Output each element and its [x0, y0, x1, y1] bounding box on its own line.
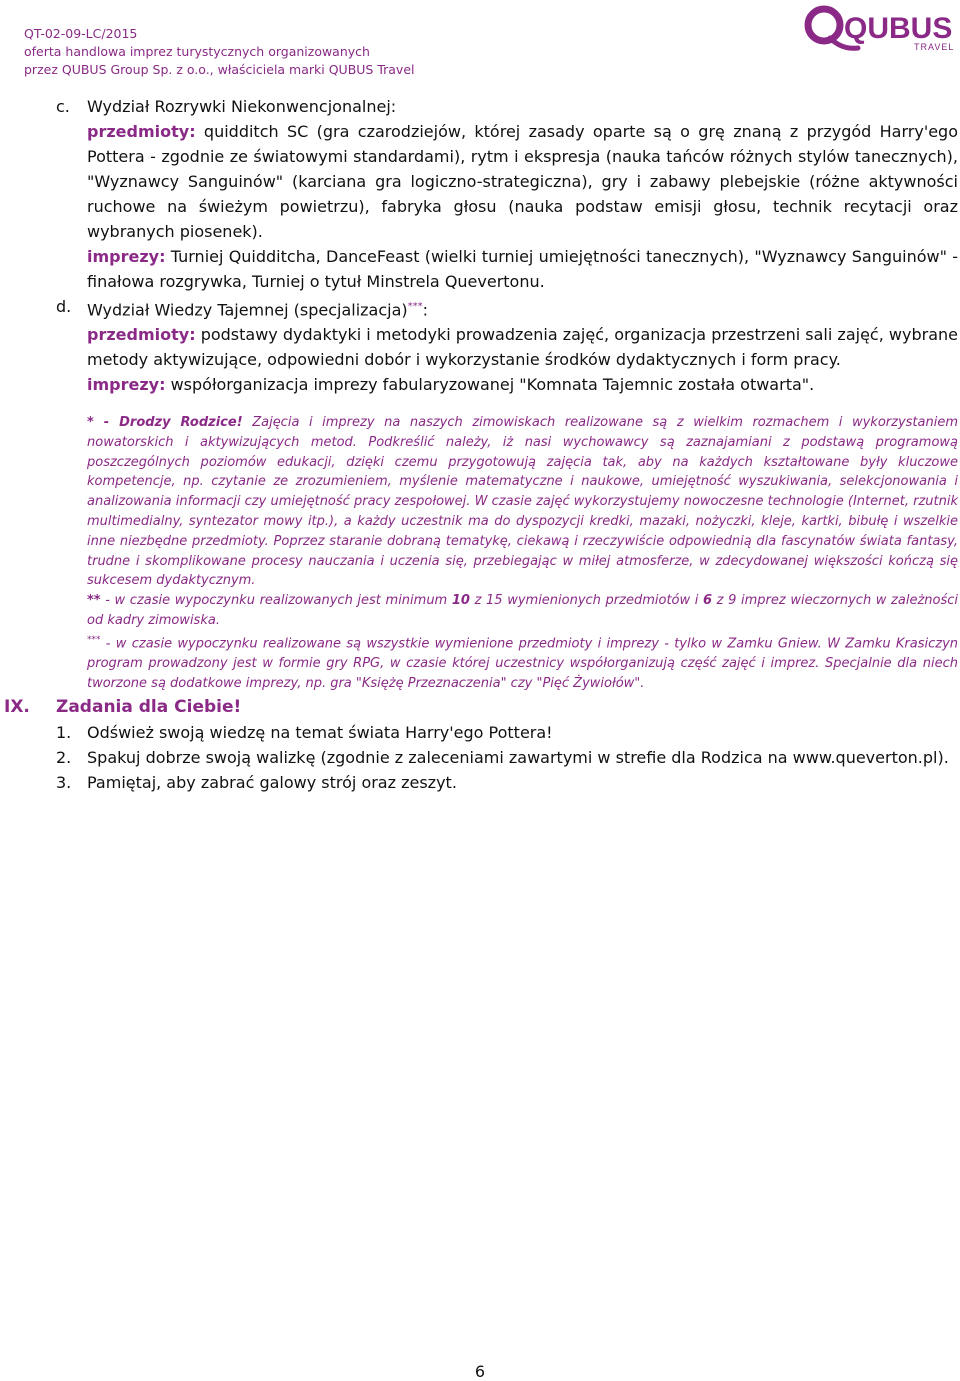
section-heading	[4, 695, 958, 720]
list-marker: d.	[56, 297, 72, 316]
qubus-travel-logo	[800, 4, 960, 56]
task-text: Pamiętaj, aby zabrać galowy strój oraz zeszyt.	[87, 773, 457, 792]
header-offer-line: oferta handlowa imprez turystycznych organizowanych	[24, 44, 370, 59]
faculty-item-d	[56, 294, 958, 397]
footnote-text: - w czasie wypoczynku realizowanych jest minimum	[100, 593, 452, 609]
min-events: 6	[703, 593, 713, 609]
footnote-3	[87, 631, 958, 694]
footnote-text: z	[712, 593, 729, 609]
subjects-label: przedmioty:	[87, 122, 196, 141]
subjects-label: przedmioty:	[87, 325, 196, 345]
footnote-star: *	[87, 415, 94, 430]
total-subjects: 15	[486, 593, 503, 609]
subjects-text: podstawy dydaktyki i metodyki prowadzenia zajęć, organizacja przestrzeni sali zajęć, wybrane metody aktywizujące, odpowiedni dobór i wykorzystanie środków dydaktycznych i form pracy.	[87, 325, 958, 370]
task-item	[4, 770, 958, 795]
faculty-title-text: Wydział Wiedzy Tajemnej (specjalizacja)	[87, 300, 408, 320]
document-code: QT-02-09-LC/2015	[24, 26, 138, 41]
min-subjects: 10	[451, 593, 470, 609]
footnote-text: wymienionych przedmiotów i	[502, 593, 703, 609]
header-company-line: przez QUBUS Group Sp. z o.o., właściciela marki QUBUS Travel	[24, 62, 415, 77]
list-marker: c.	[56, 97, 70, 116]
task-marker: 3.	[56, 773, 72, 792]
footnote-star: **	[87, 593, 101, 609]
faculty-title	[87, 294, 958, 322]
task-marker: 1.	[56, 723, 72, 742]
footnote-1	[87, 413, 958, 591]
task-item	[4, 745, 958, 770]
footnote-text: z	[469, 593, 487, 609]
events-text: Turniej Quidditcha, DanceFeast (wielki turniej umiejętności tanecznych), "Wyznawcy Sanguinów" - finałowa rozgrywka, Turniej o tytuł Minstrela Quevertonu.	[87, 247, 958, 291]
faculty-title: Wydział Rozrywki Niekonwencjonalnej:	[87, 97, 397, 116]
footnote-text: - w czasie wypoczynku realizowane są wszystkie wymienione przedmioty i imprezy - tylko w Zamku Gniew. W Zamku Krasiczyn program prowadzony jest w formie gry RPG, w czasie której uczestnicy współorganizują część zajęć i imprez. Specjalnie dla niech tworzone są dodatkowe imprezy, np. gra "Księżę Przeznaczenia" czy "Pięć Żywiołów".	[87, 636, 958, 691]
faculty-subjects	[87, 322, 958, 372]
task-marker: 2.	[56, 748, 72, 767]
footnote-label: - Drodzy Rodzice!	[93, 415, 243, 430]
faculty-events	[87, 244, 958, 294]
section-tasks	[4, 695, 958, 795]
footnote-star: ***	[87, 634, 101, 645]
events-label: imprezy:	[87, 375, 166, 395]
total-events: 9	[728, 593, 737, 609]
logo-wordmark: QUBUS	[844, 12, 953, 45]
task-text: Odśwież swoją wiedzę na temat świata Harry'ego Pottera!	[87, 723, 553, 742]
faculty-title-end: :	[422, 300, 429, 320]
subjects-text: quidditch SC (gra czarodziejów, której zasady oparte są o grę znaną z przygód Harry'ego Pottera - zgodnie ze światowymi standardami), rytm i ekspresja (nauka tańców różnych stylów tanecznych), "Wyznawcy Sanguinów" (karciana gra logiczno-strategiczna), gry i zabawy plebejskie (różne aktywności ruchowe na świeżym powietrzu), fabryka głosu (nauka podstaw emisji głosu, technik recytacji oraz wybranych piosenek).	[87, 122, 958, 241]
document-header	[24, 25, 415, 79]
footnote-text: imprez wieczornych w zależności od kadry zimowiska.	[87, 593, 959, 628]
page-number: 6	[474, 1362, 486, 1381]
faculty-list	[56, 94, 958, 397]
footnote-2	[87, 591, 958, 631]
footnotes	[87, 413, 958, 693]
events-label: imprezy:	[87, 247, 166, 266]
task-text: Spakuj dobrze swoją walizkę (zgodnie z zaleceniami zawartymi w strefie dla Rodzica na www.queverton.pl).	[87, 748, 949, 767]
faculty-events	[87, 372, 958, 397]
faculty-item-c	[56, 94, 958, 294]
logo-subtitle: TRAVEL	[914, 42, 955, 52]
faculty-subjects	[87, 119, 958, 244]
section-title: Zadania dla Ciebie!	[56, 697, 242, 717]
section-number: IX.	[4, 697, 30, 717]
footnote-marker: ***	[407, 301, 423, 312]
events-text: współorganizacja imprezy fabularyzowanej "Komnata Tajemnic została otwarta".	[165, 375, 815, 395]
footnote-text: Zajęcia i imprezy na naszych zimowiskach realizowane są z wielkim rozmachem i wykorzystaniem nowatorskich i aktywizujących metod. Podkreślić należy, iż nasi wychowawcy są zaznajamiani z podstawą programową poszczególnych poziomów edukacji, dzięki czemu przygotowują zajęcia tak, aby na każdych kształtowane były kluczowe kompetencje, np. czytanie ze zrozumieniem, myślenie matematyczne i naukowe, umiejętność wyszukiwania, selekcjonowania i analizowania informacji czy umiejętność pracy zespołowej. W czasie zajęć wykorzystujemy nowoczesne technologie (Internet, rzutnik multimedialny, syntezator mowy itp.), a każdy uczestnik ma do dyspozycji kredki, mazaki, nożyczki, kleje, kartki, bibułę i wszelkie inne niezbędne przedmioty. Poprzez staranie dobraną tematykę, ciekawą i rzeczywiście odpowiednią dla fascynatów świata fantasy, trudne i skomplikowane procesy nauczania i uczenia się, przebiegając w miłej atmosferze, w zdecydowanej większości kończą się sukcesem dydaktycznym.	[87, 415, 959, 589]
task-item	[4, 720, 958, 745]
